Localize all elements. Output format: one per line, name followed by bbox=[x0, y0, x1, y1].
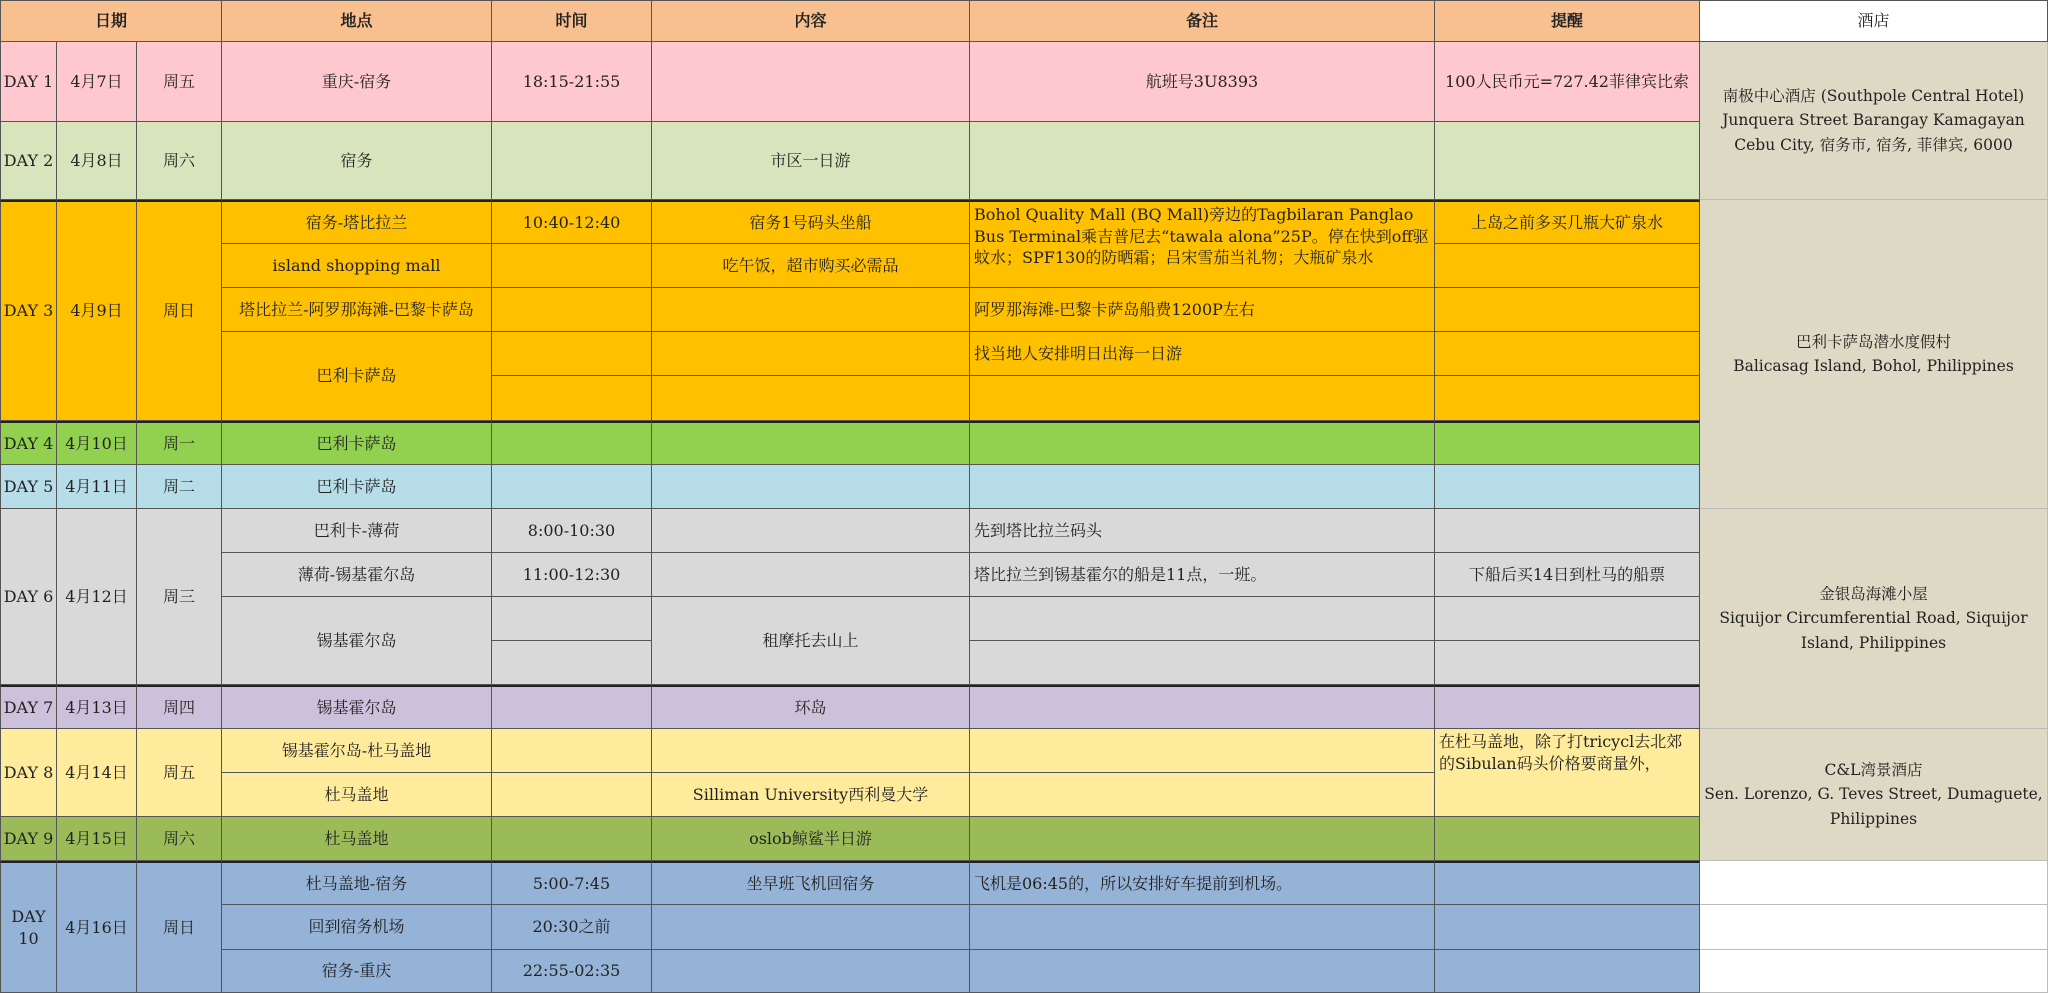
place-cell: 杜马盖地 bbox=[222, 817, 492, 861]
hotel-name: 金银岛海滩小屋 bbox=[1819, 585, 1928, 604]
notes-cell bbox=[970, 122, 1435, 200]
time-cell bbox=[492, 122, 652, 200]
place-cell: 锡基霍尔岛-杜马盖地 bbox=[222, 729, 492, 773]
date-cell: 4月14日 bbox=[57, 729, 137, 817]
time-cell bbox=[492, 817, 652, 861]
time-cell: 5:00-7:45 bbox=[492, 861, 652, 905]
header-notes: 备注 bbox=[970, 0, 1435, 42]
notes-cell bbox=[970, 376, 1435, 421]
weekday-cell: 周三 bbox=[137, 509, 222, 685]
place-cell: 巴利卡萨岛 bbox=[222, 465, 492, 509]
reminder-cell: 100人民币元=727.42菲律宾比索 bbox=[1435, 42, 1700, 122]
content-cell bbox=[652, 288, 970, 332]
notes-cell bbox=[970, 950, 1435, 993]
content-cell: 吃午饭，超市购买必需品 bbox=[652, 244, 970, 288]
place-cell: 杜马盖地 bbox=[222, 773, 492, 817]
reminder-cell bbox=[1435, 817, 1700, 861]
date-cell: 4月13日 bbox=[57, 685, 137, 729]
reminder-cell bbox=[1435, 509, 1700, 553]
header-hotel: 酒店 bbox=[1700, 0, 2048, 42]
time-cell bbox=[492, 288, 652, 332]
day-label: DAY 2 bbox=[0, 122, 57, 200]
hotel-cell bbox=[1700, 509, 2048, 729]
header-date: 日期 bbox=[0, 0, 222, 42]
time-cell bbox=[492, 376, 652, 421]
time-cell bbox=[492, 421, 652, 465]
content-cell bbox=[652, 465, 970, 509]
notes-cell bbox=[970, 685, 1435, 729]
hotel-cell-empty bbox=[1700, 861, 2048, 905]
content-cell bbox=[652, 950, 970, 993]
reminder-cell bbox=[1435, 332, 1700, 376]
time-cell bbox=[492, 773, 652, 817]
content-cell: 环岛 bbox=[652, 685, 970, 729]
day-label: DAY 8 bbox=[0, 729, 57, 817]
reminder-cell bbox=[1435, 641, 1700, 685]
time-cell bbox=[492, 465, 652, 509]
content-cell: Silliman University西利曼大学 bbox=[652, 773, 970, 817]
content-cell: 市区一日游 bbox=[652, 122, 970, 200]
time-cell bbox=[492, 332, 652, 376]
notes-cell: 先到塔比拉兰码头 bbox=[970, 509, 1435, 553]
notes-cell bbox=[970, 729, 1435, 773]
date-cell: 4月8日 bbox=[57, 122, 137, 200]
place-cell: 塔比拉兰-阿罗那海滩-巴黎卡萨岛 bbox=[222, 288, 492, 332]
hotel-name: 巴利卡萨岛潜水度假村 bbox=[1795, 332, 1951, 351]
reminder-cell: 在杜马盖地，除了打tricycl去北郊的Sibulan码头价格要商量外， bbox=[1435, 729, 1700, 817]
time-cell: 20:30之前 bbox=[492, 905, 652, 950]
weekday-cell: 周日 bbox=[137, 861, 222, 993]
day-label: DAY 9 bbox=[0, 817, 57, 861]
place-cell: island shopping mall bbox=[222, 244, 492, 288]
day-label: DAY 3 bbox=[0, 200, 57, 421]
content-cell bbox=[652, 509, 970, 553]
time-cell bbox=[492, 729, 652, 773]
reminder-cell bbox=[1435, 244, 1700, 288]
date-cell: 4月12日 bbox=[57, 509, 137, 685]
date-cell: 4月11日 bbox=[57, 465, 137, 509]
hotel-cell bbox=[1700, 42, 2048, 200]
reminder-cell bbox=[1435, 122, 1700, 200]
notes-cell: 塔比拉兰到锡基霍尔的船是11点，一班。 bbox=[970, 553, 1435, 597]
weekday-cell: 周四 bbox=[137, 685, 222, 729]
place-cell: 杜马盖地-宿务 bbox=[222, 861, 492, 905]
content-cell: 宿务1号码头坐船 bbox=[652, 200, 970, 244]
place-cell: 宿务-重庆 bbox=[222, 950, 492, 993]
weekday-cell: 周二 bbox=[137, 465, 222, 509]
reminder-cell bbox=[1435, 465, 1700, 509]
time-cell: 10:40-12:40 bbox=[492, 200, 652, 244]
header-place: 地点 bbox=[222, 0, 492, 42]
notes-cell bbox=[970, 465, 1435, 509]
content-cell bbox=[652, 421, 970, 465]
place-cell: 锡基霍尔岛 bbox=[222, 685, 492, 729]
hotel-cell bbox=[1700, 200, 2048, 509]
place-cell: 重庆-宿务 bbox=[222, 42, 492, 122]
date-cell: 4月16日 bbox=[57, 861, 137, 993]
hotel-name: C&L湾景酒店 bbox=[1824, 761, 1923, 780]
header-time: 时间 bbox=[492, 0, 652, 42]
hotel-address: Siquijor Circumferential Road, Siquijor Island, Philippines bbox=[1719, 609, 2028, 652]
date-cell: 4月9日 bbox=[57, 200, 137, 421]
content-cell bbox=[652, 729, 970, 773]
reminder-cell: 下船后买14日到杜马的船票 bbox=[1435, 553, 1700, 597]
reminder-cell bbox=[1435, 905, 1700, 950]
weekday-cell: 周日 bbox=[137, 200, 222, 421]
content-cell: oslob鲸鲨半日游 bbox=[652, 817, 970, 861]
time-cell: 18:15-21:55 bbox=[492, 42, 652, 122]
hotel-cell-empty bbox=[1700, 950, 2048, 993]
date-cell: 4月10日 bbox=[57, 421, 137, 465]
content-cell: 租摩托去山上 bbox=[652, 597, 970, 685]
weekday-cell: 周五 bbox=[137, 729, 222, 817]
notes-cell: 航班号3U8393 bbox=[970, 42, 1435, 122]
place-cell: 薄荷-锡基霍尔岛 bbox=[222, 553, 492, 597]
reminder-cell bbox=[1435, 685, 1700, 729]
reminder-cell bbox=[1435, 861, 1700, 905]
place-cell: 锡基霍尔岛 bbox=[222, 597, 492, 685]
notes-cell: 找当地人安排明日出海一日游 bbox=[970, 332, 1435, 376]
place-cell: 巴利卡萨岛 bbox=[222, 332, 492, 421]
reminder-cell bbox=[1435, 597, 1700, 641]
weekday-cell: 周六 bbox=[137, 817, 222, 861]
content-cell bbox=[652, 905, 970, 950]
hotel-cell bbox=[1700, 729, 2048, 861]
hotel-address: Sen. Lorenzo, G. Teves Street, Dumaguete, Philippines bbox=[1704, 785, 2043, 828]
notes-cell bbox=[970, 641, 1435, 685]
time-cell bbox=[492, 641, 652, 685]
header-content: 内容 bbox=[652, 0, 970, 42]
content-cell bbox=[652, 553, 970, 597]
notes-cell bbox=[970, 905, 1435, 950]
time-cell: 8:00-10:30 bbox=[492, 509, 652, 553]
content-cell bbox=[652, 42, 970, 122]
notes-cell bbox=[970, 597, 1435, 641]
hotel-address: Balicasag Island, Bohol, Philippines bbox=[1733, 357, 2014, 375]
notes-cell: 阿罗那海滩-巴黎卡萨岛船费1200P左右 bbox=[970, 288, 1435, 332]
time-cell: 11:00-12:30 bbox=[492, 553, 652, 597]
day-label: DAY 6 bbox=[0, 509, 57, 685]
weekday-cell: 周五 bbox=[137, 42, 222, 122]
day-label: DAY 4 bbox=[0, 421, 57, 465]
notes-cell bbox=[970, 817, 1435, 861]
place-cell: 巴利卡萨岛 bbox=[222, 421, 492, 465]
time-cell: 22:55-02:35 bbox=[492, 950, 652, 993]
reminder-cell bbox=[1435, 288, 1700, 332]
content-cell bbox=[652, 332, 970, 376]
time-cell bbox=[492, 685, 652, 729]
content-cell bbox=[652, 376, 970, 421]
reminder-cell: 上岛之前多买几瓶大矿泉水 bbox=[1435, 200, 1700, 244]
reminder-cell bbox=[1435, 421, 1700, 465]
notes-cell bbox=[970, 421, 1435, 465]
reminder-cell bbox=[1435, 950, 1700, 993]
day-label: DAY 1 bbox=[0, 42, 57, 122]
place-cell: 回到宿务机场 bbox=[222, 905, 492, 950]
hotel-address: Junquera Street Barangay Kamagayan Cebu City, 宿务市, 宿务, 菲律宾, 6000 bbox=[1722, 111, 2025, 154]
notes-cell bbox=[970, 773, 1435, 817]
content-cell: 坐早班飞机回宿务 bbox=[652, 861, 970, 905]
place-cell: 巴利卡-薄荷 bbox=[222, 509, 492, 553]
time-cell bbox=[492, 244, 652, 288]
weekday-cell: 周六 bbox=[137, 122, 222, 200]
time-cell bbox=[492, 597, 652, 641]
date-cell: 4月7日 bbox=[57, 42, 137, 122]
day-label: DAY 10 bbox=[0, 861, 57, 993]
date-cell: 4月15日 bbox=[57, 817, 137, 861]
day-label: DAY 7 bbox=[0, 685, 57, 729]
reminder-cell bbox=[1435, 376, 1700, 421]
place-cell: 宿务 bbox=[222, 122, 492, 200]
header-reminder: 提醒 bbox=[1435, 0, 1700, 42]
place-cell: 宿务-塔比拉兰 bbox=[222, 200, 492, 244]
hotel-cell-empty bbox=[1700, 905, 2048, 950]
weekday-cell: 周一 bbox=[137, 421, 222, 465]
notes-cell: 飞机是06:45的，所以安排好车提前到机场。 bbox=[970, 861, 1435, 905]
day-label: DAY 5 bbox=[0, 465, 57, 509]
notes-cell: Bohol Quality Mall (BQ Mall)旁边的Tagbilaran Panglao Bus Terminal乘吉普尼去“tawala alona”25P。停在快到off驱蚊水；SPF130的防晒霜；吕宋雪茄当礼物；大瓶矿泉水 bbox=[970, 200, 1435, 288]
hotel-name: 南极中心酒店 (Southpole Central Hotel) bbox=[1722, 87, 2025, 106]
